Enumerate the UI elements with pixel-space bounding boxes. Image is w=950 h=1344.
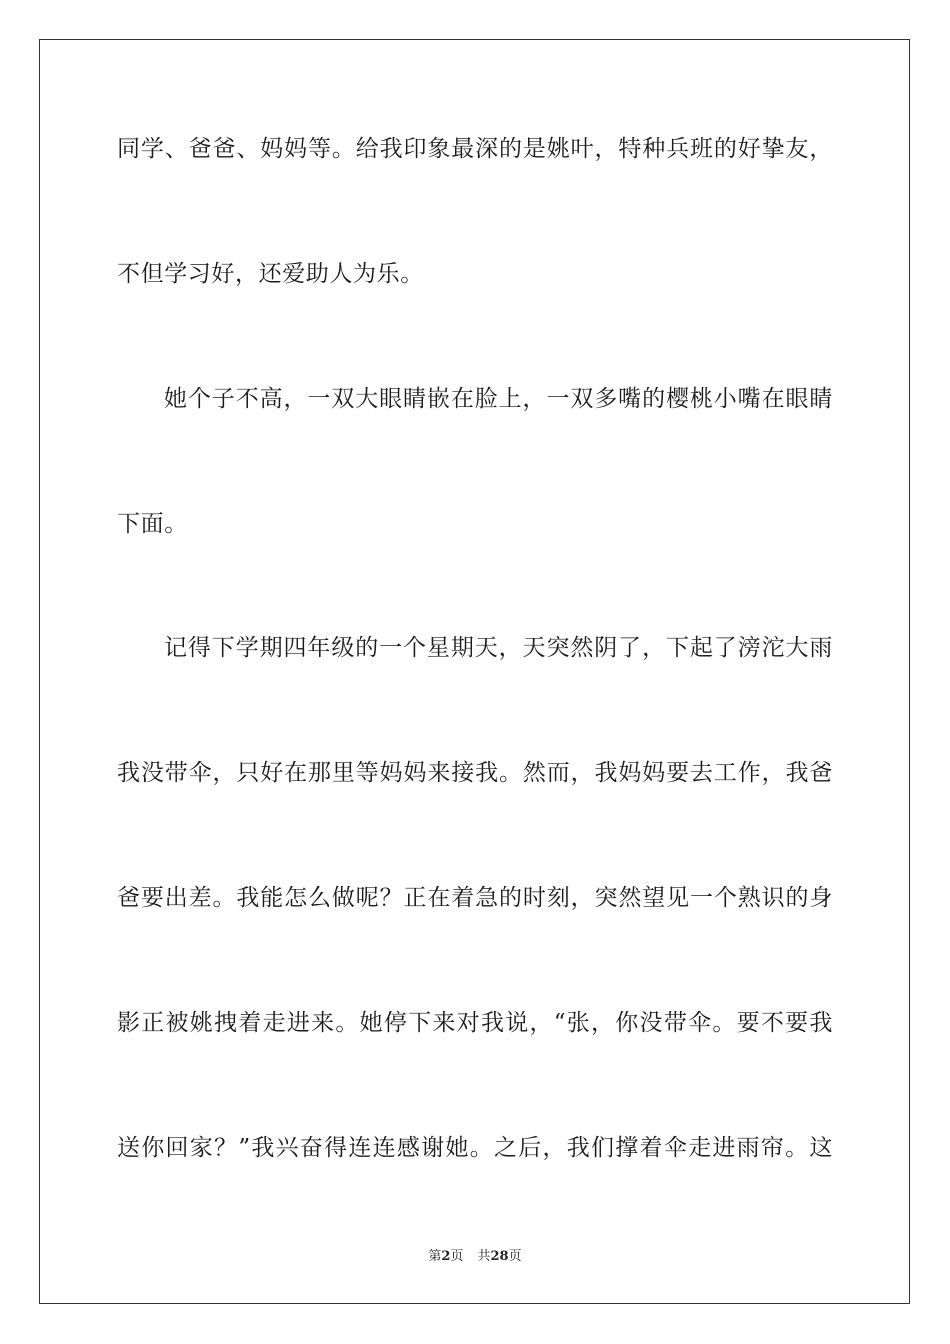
page-suffix: 页 <box>450 1249 464 1264</box>
page-prefix: 第 <box>428 1249 442 1264</box>
text-line-7: 爸要出差。我能怎么做呢？正在着急的时刻，突然望见一个熟识的身 <box>117 885 833 911</box>
text-line-5: 记得下学期四年级的一个星期天，天突然阴了，下起了滂沱大雨 <box>164 635 833 661</box>
text-line-8: 影正被姚拽着走进来。她停下来对我说，“张，你没带伞。要不要我 <box>117 1010 833 1036</box>
text-line-1: 同学、爸爸、妈妈等。给我印象最深的是姚叶，特种兵班的好挚友， <box>117 136 833 162</box>
text-line-6: 我没带伞，只好在那里等妈妈来接我。然而，我妈妈要去工作，我爸 <box>117 760 833 786</box>
page-number: 2 <box>441 1249 451 1264</box>
page-border <box>39 39 910 1304</box>
text-line-2: 不但学习好，还爱助人为乐。 <box>117 261 424 287</box>
total-pages: 28 <box>490 1249 509 1264</box>
text-line-4: 下面。 <box>117 511 188 537</box>
page-footer <box>0 1248 950 1266</box>
total-suffix: 页 <box>508 1249 522 1264</box>
text-line-3: 她个子不高，一双大眼睛嵌在脸上，一双多嘴的樱桃小嘴在眼睛 <box>164 386 833 412</box>
text-line-9: 送你回家？”我兴奋得连连感谢她。之后，我们撑着伞走进雨帘。这 <box>117 1135 833 1161</box>
total-prefix: 共 <box>477 1249 491 1264</box>
